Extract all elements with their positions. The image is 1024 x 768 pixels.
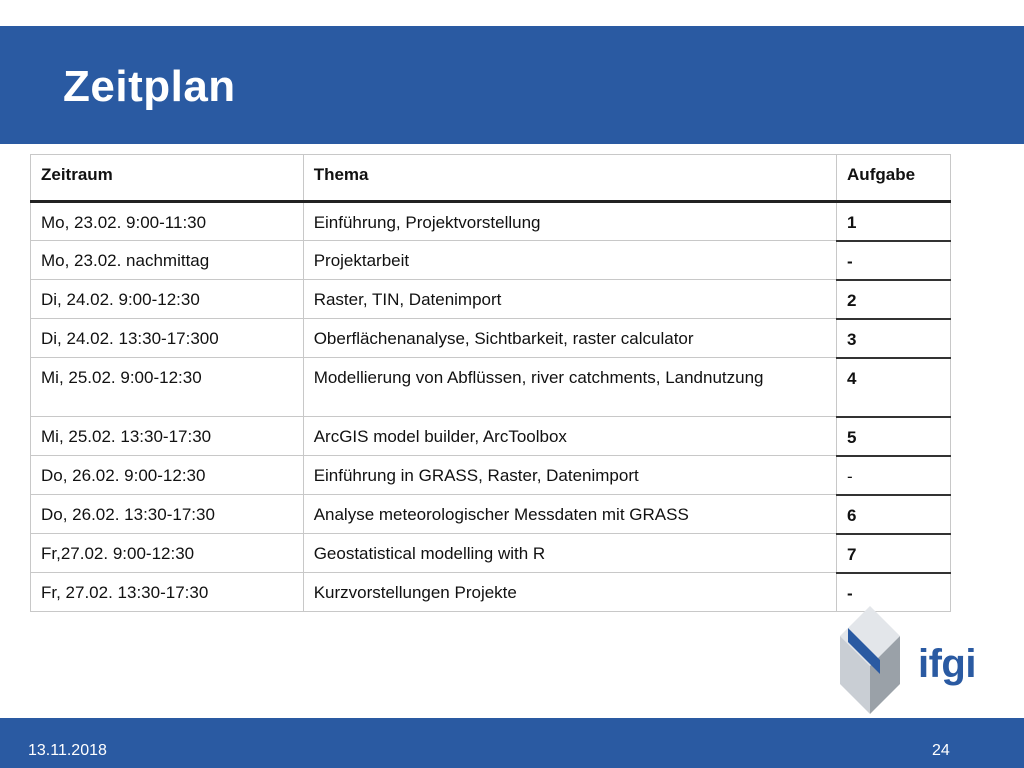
table-row <box>31 202 951 241</box>
cell-thema: Analyse meteorologischer Messdaten mit GRASS <box>303 495 836 534</box>
cell-zeitraum: Fr, 27.02. 13:30-17:30 <box>31 573 304 612</box>
table-row <box>31 534 951 573</box>
cell-aufgabe: 2 <box>837 280 951 319</box>
cell-zeitraum: Fr,27.02. 9:00-12:30 <box>31 534 304 573</box>
table-row <box>31 319 951 358</box>
cell-aufgabe: 3 <box>837 319 951 358</box>
table-row <box>31 280 951 319</box>
logo-text: ifgi <box>918 642 976 686</box>
cell-thema: Oberflächenanalyse, Sichtbarkeit, raster calculator <box>303 319 836 358</box>
cell-zeitraum: Mi, 25.02. 13:30-17:30 <box>31 417 304 456</box>
cell-zeitraum: Di, 24.02. 9:00-12:30 <box>31 280 304 319</box>
cell-thema: Einführung, Projektvorstellung <box>303 202 836 241</box>
cell-zeitraum: Mi, 25.02. 9:00-12:30 <box>31 358 304 417</box>
cell-thema: Einführung in GRASS, Raster, Datenimport <box>303 456 836 495</box>
table-header-row <box>31 155 951 202</box>
cell-thema: ArcGIS model builder, ArcToolbox <box>303 417 836 456</box>
cell-aufgabe: 5 <box>837 417 951 456</box>
cell-aufgabe: - <box>837 573 951 612</box>
page-title: Zeitplan <box>63 62 236 111</box>
cell-aufgabe: - <box>837 456 951 495</box>
cell-thema: Geostatistical modelling with R <box>303 534 836 573</box>
cell-aufgabe: 4 <box>837 358 951 417</box>
table-row <box>31 241 951 280</box>
footer-date: 13.11.2018 <box>28 742 107 759</box>
table-row <box>31 358 951 417</box>
footer-bar <box>0 718 1024 768</box>
cell-aufgabe: 1 <box>837 202 951 241</box>
page-number: 24 <box>932 742 950 759</box>
cell-aufgabe: - <box>837 241 951 280</box>
table-row <box>31 417 951 456</box>
table-row <box>31 456 951 495</box>
header-thema: Thema <box>303 155 836 202</box>
cell-thema: Projektarbeit <box>303 241 836 280</box>
cell-zeitraum: Mo, 23.02. nachmittag <box>31 241 304 280</box>
header-aufgabe: Aufgabe <box>837 155 951 202</box>
cell-zeitraum: Do, 26.02. 9:00-12:30 <box>31 456 304 495</box>
schedule-table <box>30 154 951 612</box>
cell-zeitraum: Mo, 23.02. 9:00-11:30 <box>31 202 304 241</box>
cell-zeitraum: Di, 24.02. 13:30-17:300 <box>31 319 304 358</box>
cell-thema: Kurzvorstellungen Projekte <box>303 573 836 612</box>
table-row <box>31 573 951 612</box>
cell-thema: Raster, TIN, Datenimport <box>303 280 836 319</box>
header-zeitraum: Zeitraum <box>31 155 304 202</box>
cell-thema: Modellierung von Abflüssen, river catchments, Landnutzung <box>303 358 836 417</box>
cell-aufgabe: 6 <box>837 495 951 534</box>
cell-zeitraum: Do, 26.02. 13:30-17:30 <box>31 495 304 534</box>
cell-aufgabe: 7 <box>837 534 951 573</box>
table-row <box>31 495 951 534</box>
